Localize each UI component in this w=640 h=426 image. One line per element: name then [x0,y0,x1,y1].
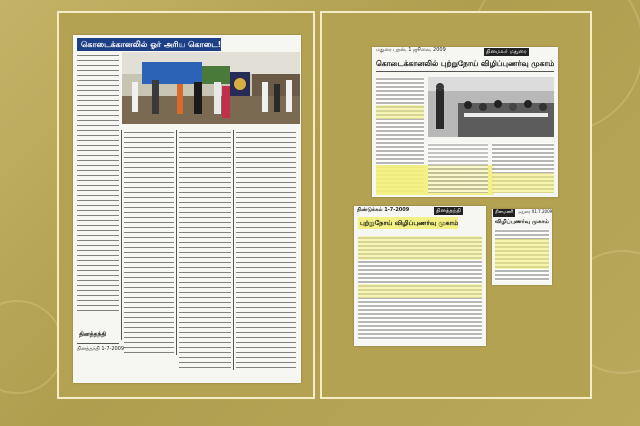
highlighted-text [358,284,482,298]
article-text-column [428,143,488,193]
newspaper-clipping-small [492,209,552,285]
highlighted-text [492,173,554,193]
left-panel [57,11,315,399]
clipping-headline: புற்றுநோய் விழிப்புணர்வு முகாம் [360,219,459,227]
article-text-column [77,53,119,313]
right-panel [320,11,592,399]
clipping-headline: கொடைக்கானலில் ஓர் அரிய கொடை! [77,38,221,51]
newspaper-clipping-left [73,35,301,383]
article-text-column [179,130,231,370]
headline-underline [376,71,554,72]
date-line: திண்டுக்கல் 1-7-2009 [357,207,410,213]
newspaper-clipping-middle [354,206,486,346]
masthead: தினமணி [495,210,514,215]
column-divider [176,130,177,355]
date-line: தினத்தந்தி 1-7-2009 [77,346,125,352]
masthead: தினமலர் மதுரை [486,49,527,55]
event-photo [428,77,554,137]
source-label: தினத்தந்தி [79,331,107,338]
highlighted-text [358,236,482,260]
clipping-headline: விழிப்புணர்வு முகாம் [495,219,549,225]
decorative-circle [0,300,64,394]
event-photo [122,52,300,124]
newspaper-clipping-top [372,47,558,197]
source-box-top [77,343,119,344]
date-line: மதுரை 01.7.2009 [518,209,552,214]
highlighted-text [376,105,424,119]
date-line: மதுரை புதன், 1 ஜூலை, 2009 [376,47,446,53]
column-divider [121,130,122,340]
highlighted-text [495,239,549,269]
article-text-column [236,130,296,370]
article-text-column [124,130,174,355]
clipping-headline: கொடைக்கானலில் புற்றுநோய் விழிப்புணர்வு முகாம் [376,59,555,68]
column-divider [233,130,234,370]
masthead: தினத்தந்தி [436,208,462,214]
